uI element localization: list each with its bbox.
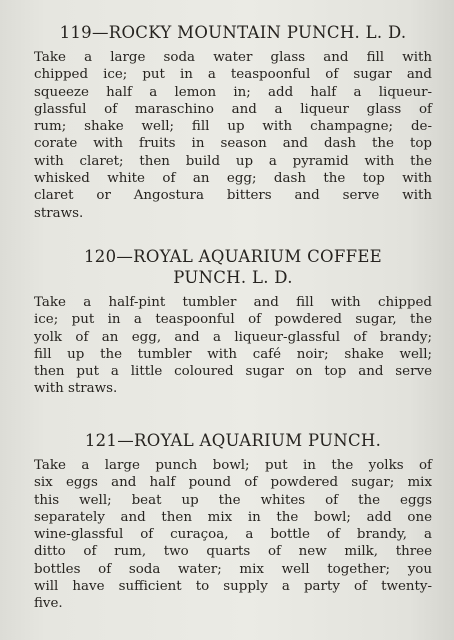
recipe-instructions (34, 49, 432, 222)
recipe-line: chipped ice; put in a teaspoonful of sugar and (34, 67, 432, 83)
recipe-line: yolk of an egg, and a liqueur-glassful of brandy; (34, 329, 432, 345)
recipe-line: ice; put in a teaspoonful of powdered sugar, the (34, 312, 432, 328)
recipe-title-line: PUNCH. L. D. (173, 268, 293, 287)
recipe-line: Take a large punch bowl; put in the yolks of (34, 458, 432, 473)
recipe-line: with claret; then build up a pyramid with the (34, 153, 432, 169)
recipe-title (34, 430, 432, 451)
recipe-instructions (34, 457, 432, 613)
recipe-line: glassful of maraschino and a liqueur glass of (34, 101, 432, 117)
recipe-line: six eggs and half pound of powdered sugar; mix (34, 475, 432, 491)
recipe-title-line: 121—ROYAL AQUARIUM PUNCH. (84, 431, 382, 450)
recipe-line: fill up the tumbler with café noir; shake well; (34, 346, 432, 362)
recipe-line: whisked white of an egg; dash the top with (34, 171, 432, 187)
recipe-line: bottles of soda water; mix well together; you (34, 561, 432, 577)
recipe-line: claret or Angostura bitters and serve with (34, 188, 432, 204)
recipe-line: ditto of rum, two quarts of new milk, three (34, 544, 432, 560)
recipe-line: this well; beat up the whites of the eggs (34, 492, 432, 508)
recipe-line: with straws. (34, 381, 118, 397)
recipe-line: rum; shake well; fill up with champagne; de- (34, 119, 432, 135)
recipe-line: five. (34, 596, 63, 612)
recipe-title (34, 246, 432, 288)
recipe-120 (34, 246, 432, 398)
recipe-line: separately and then mix in the bowl; add one (34, 509, 432, 525)
recipe-line: straws. (34, 205, 84, 221)
recipe-line: corate with fruits in season and dash the top (34, 136, 432, 152)
recipe-line: will have sufficient to supply a party of twenty- (34, 579, 432, 595)
recipe-line: Take a half-pint tumbler and fill with chipped (34, 295, 432, 310)
recipe-line: then put a little coloured sugar on top and serve (34, 364, 432, 380)
recipe-line: Take a large soda water glass and fill with (34, 50, 432, 65)
recipe-title-line: 120—ROYAL AQUARIUM COFFEE (83, 247, 383, 266)
recipe-line: wine-glassful of curaçoa, a bottle of brandy, a (34, 527, 432, 543)
recipe-title (34, 22, 432, 43)
recipe-instructions (34, 294, 432, 398)
recipe-line: squeeze half a lemon in; add half a liqueur- (34, 84, 432, 100)
recipe-121 (34, 430, 432, 613)
recipe-title-line: 119—ROCKY MOUNTAIN PUNCH. L. D. (59, 23, 407, 42)
recipe-119 (34, 22, 432, 222)
